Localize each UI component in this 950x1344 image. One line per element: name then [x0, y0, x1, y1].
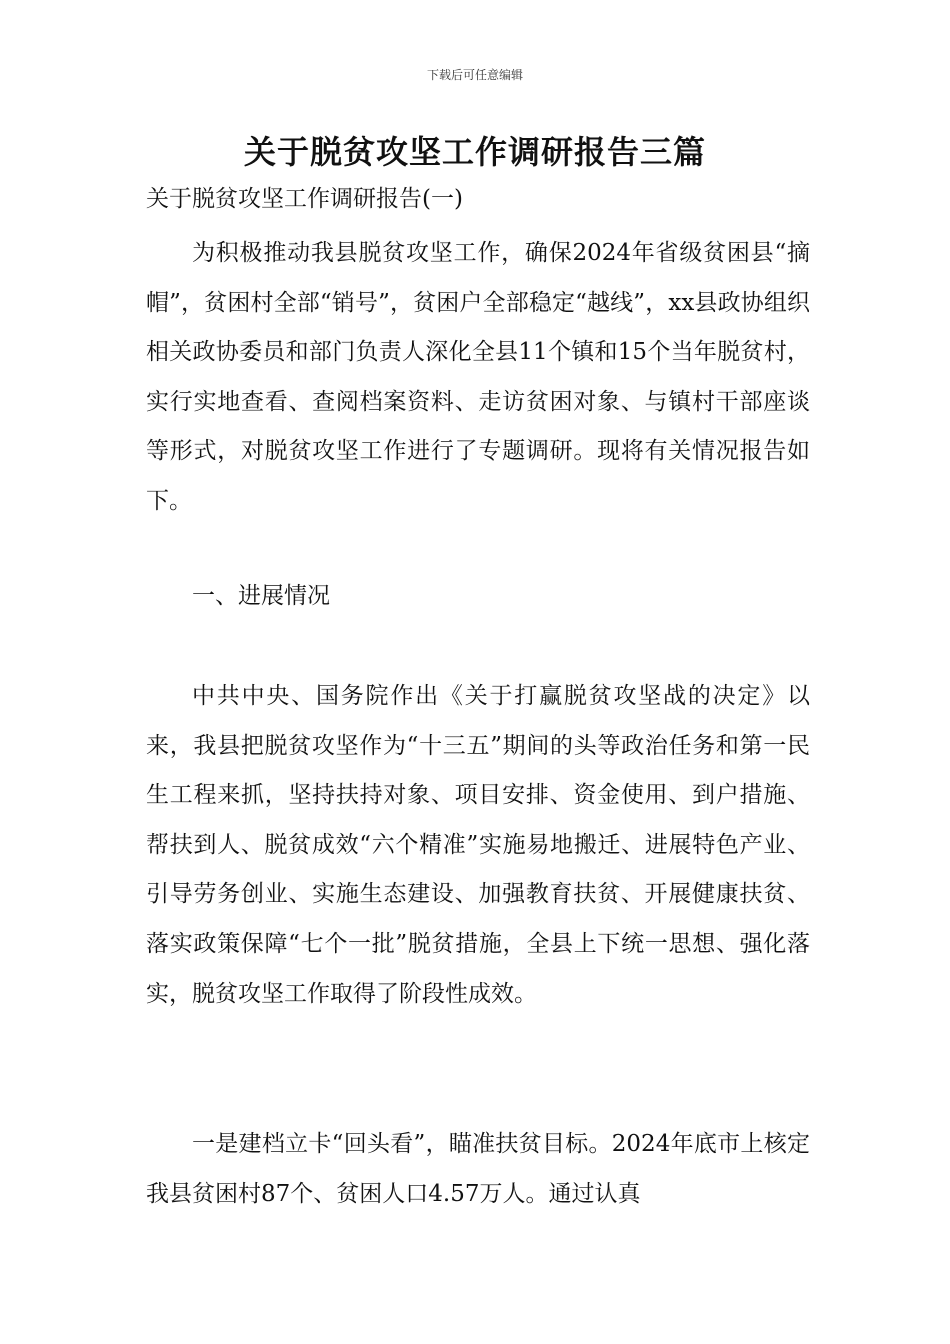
page-header-note: 下载后可任意编辑: [426, 68, 523, 82]
intro-paragraph: 为积极推动我县脱贫攻坚工作，确保2024年省级贫困县“摘帽”，贫困村全部“销号”，贫困户全部稳定“越线”，xx县政协组织相关政协委员和部门负责人深化全县11个镇和15个当年脱贫村，实行实地查看、查阅档案资料、走访贫困对象、与镇村干部座谈等形式，对脱贫攻坚工作进行了专题调研。现将有关情况报告如下。: [146, 240, 810, 514]
section-heading-progress: 一、进展情况: [192, 583, 330, 609]
report-subtitle: 关于脱贫攻坚工作调研报告(一): [146, 186, 463, 212]
progress-paragraph: 中共中央、国务院作出《关于打赢脱贫攻坚战的决定》以来，我县把脱贫攻坚作为“十三五”期间的头等政治任务和第一民生工程来抓，坚持扶持对象、项目安排、资金使用、到户措施、帮扶到人、脱贫成效“六个精准”实施易地搬迁、进展特色产业、引导劳务创业、实施生态建设、加强教育扶贫、开展健康扶贫、落实政策保障“七个一批”脱贫措施，全县上下统一思想、强化落实，脱贫攻坚工作取得了阶段性成效。: [146, 683, 810, 1007]
filing-paragraph: 一是建档立卡“回头看”，瞄准扶贫目标。2024年底市上核定我县贫困村87个、贫困人口4.57万人。通过认真: [146, 1131, 810, 1207]
document-title: 关于脱贫攻坚工作调研报告三篇: [243, 133, 706, 171]
